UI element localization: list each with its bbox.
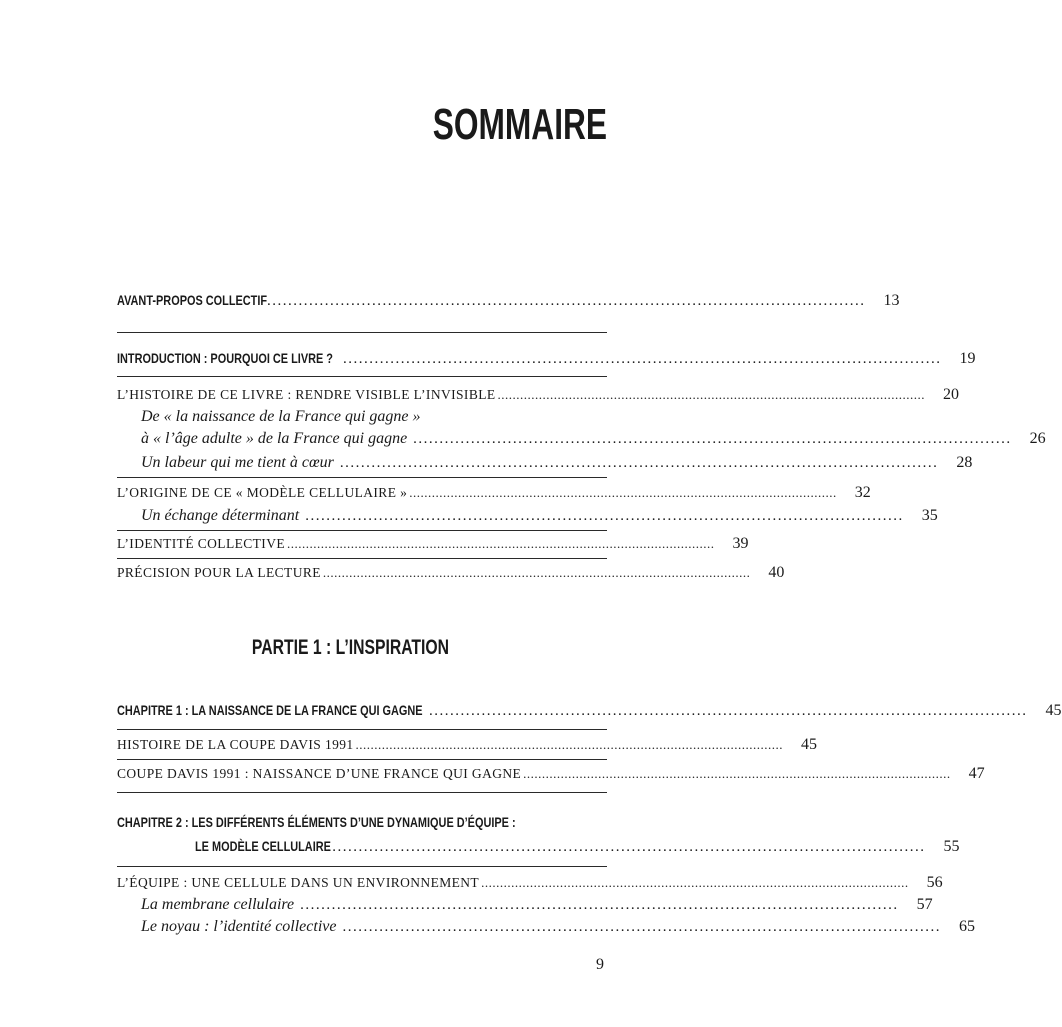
toc-page: 56 <box>926 874 943 891</box>
toc-label: PRÉCISION POUR LA LECTURE <box>117 565 321 580</box>
toc-label: La membrane cellulaire <box>141 896 295 913</box>
toc-label: AVANT-PROPOS COLLECTIF <box>117 292 268 308</box>
dot-leader: .................................................................................................................. <box>413 431 1012 447</box>
toc-label: Un échange déterminant <box>141 507 300 524</box>
dot-leader: .................................................................................................................. <box>343 351 942 367</box>
toc-label: L’HISTOIRE DE CE LIVRE : RENDRE VISIBLE L’INVISIBLE <box>117 387 496 402</box>
dot-leader: .................................................................................................................. <box>305 508 904 524</box>
divider <box>117 866 607 867</box>
toc-label: LE MODÈLE CELLULAIRE <box>195 838 331 854</box>
toc-page: 40 <box>768 564 785 581</box>
toc-entry-noyau[interactable] <box>141 918 975 936</box>
toc-page: 45 <box>801 736 818 753</box>
dot-leader: .................................................................................................................. <box>355 737 784 752</box>
divider <box>117 759 607 760</box>
toc-entry-precision[interactable] <box>117 564 785 582</box>
toc-entry-membrane[interactable] <box>141 896 933 914</box>
toc-entry-origine[interactable] <box>117 484 871 502</box>
divider <box>117 332 607 333</box>
toc-label: L’ÉQUIPE : UNE CELLULE DANS UN ENVIRONNEMENT <box>117 875 480 890</box>
dot-leader: .................................................................................................................. <box>267 293 866 309</box>
dot-leader: .................................................................................................................. <box>429 703 1028 719</box>
toc-page: 32 <box>854 484 871 501</box>
toc-page: 13 <box>883 292 900 309</box>
toc-entry-avant-propos[interactable] <box>117 292 900 310</box>
toc-label: INTRODUCTION : POURQUOI CE LIVRE ? <box>117 350 333 366</box>
toc-label: HISTOIRE DE LA COUPE DAVIS 1991 <box>117 737 354 752</box>
toc-entry-labeur[interactable] <box>141 454 973 472</box>
toc-page: 20 <box>943 386 960 403</box>
dot-leader: .................................................................................................................. <box>409 485 837 500</box>
dot-leader: .................................................................................................................. <box>342 919 941 935</box>
toc-entry-coupe-histoire[interactable] <box>117 736 818 754</box>
toc-page: 55 <box>943 838 960 855</box>
toc-label: De « la naissance de la France qui gagne » <box>141 408 421 425</box>
dot-leader: .................................................................................................................. <box>300 897 899 913</box>
part-heading: PARTIE 1 : L’INSPIRATION <box>251 636 449 659</box>
toc-label: Un labeur qui me tient à cœur <box>141 454 334 471</box>
dot-leader: .................................................................................................................. <box>523 766 951 781</box>
toc-page: 57 <box>916 896 933 913</box>
toc-page: 65 <box>958 918 975 935</box>
toc-entry-introduction[interactable] <box>117 350 976 368</box>
toc-label: Le noyau : l’identité collective <box>141 918 337 935</box>
toc-label: CHAPITRE 1 : LA NAISSANCE DE LA FRANCE QUI GAGNE <box>117 702 423 718</box>
toc-entry-echange[interactable] <box>141 507 938 525</box>
toc-entry-naissance-line1[interactable] <box>141 408 607 426</box>
page-number: 9 <box>596 956 604 973</box>
toc-entry-chapitre2-line1[interactable] <box>117 814 628 830</box>
divider <box>117 792 607 793</box>
toc-entry-chapitre1[interactable] <box>117 702 1062 720</box>
dot-leader: .................................................................................................................. <box>497 387 926 402</box>
toc-page: 35 <box>921 507 938 524</box>
toc-entry-identite[interactable] <box>117 535 749 553</box>
toc-label: CHAPITRE 2 : LES DIFFÉRENTS ÉLÉMENTS D’UNE DYNAMIQUE D’ÉQUIPE : <box>117 814 516 830</box>
toc-entry-equipe[interactable] <box>117 874 943 892</box>
divider <box>117 376 607 377</box>
dot-leader: .................................................................................................................. <box>287 536 715 551</box>
dot-leader: .................................................................................................................. <box>322 565 751 580</box>
toc-page: 45 <box>1045 702 1062 719</box>
dot-leader: .................................................................................................................. <box>339 455 939 471</box>
toc-page: 47 <box>968 765 985 782</box>
toc-page: 26 <box>1029 430 1046 447</box>
toc-label: COUPE DAVIS 1991 : NAISSANCE D’UNE FRANCE QUI GAGNE <box>117 766 522 781</box>
toc-entry-coupe-naissance[interactable] <box>117 765 985 783</box>
divider <box>117 477 607 478</box>
toc-page: 19 <box>959 350 976 367</box>
toc-entry-histoire[interactable] <box>117 386 960 404</box>
toc-entry-chapitre2-line2[interactable] <box>195 838 960 856</box>
dot-leader: .................................................................................................................. <box>481 875 909 890</box>
toc-label: L’IDENTITÉ COLLECTIVE <box>117 536 285 551</box>
divider <box>117 729 607 730</box>
toc-page: 28 <box>956 454 973 471</box>
dot-leader: .................................................................................................................. <box>327 839 926 855</box>
divider <box>117 530 607 531</box>
page-title: SOMMAIRE <box>432 100 607 149</box>
divider <box>117 558 607 559</box>
toc-label: L’ORIGINE DE CE « MODÈLE CELLULAIRE » <box>117 485 408 500</box>
toc-entry-naissance-line2[interactable] <box>141 430 1046 448</box>
toc-page: 39 <box>732 535 749 552</box>
toc-label: à « l’âge adulte » de la France qui gagne <box>141 430 408 447</box>
